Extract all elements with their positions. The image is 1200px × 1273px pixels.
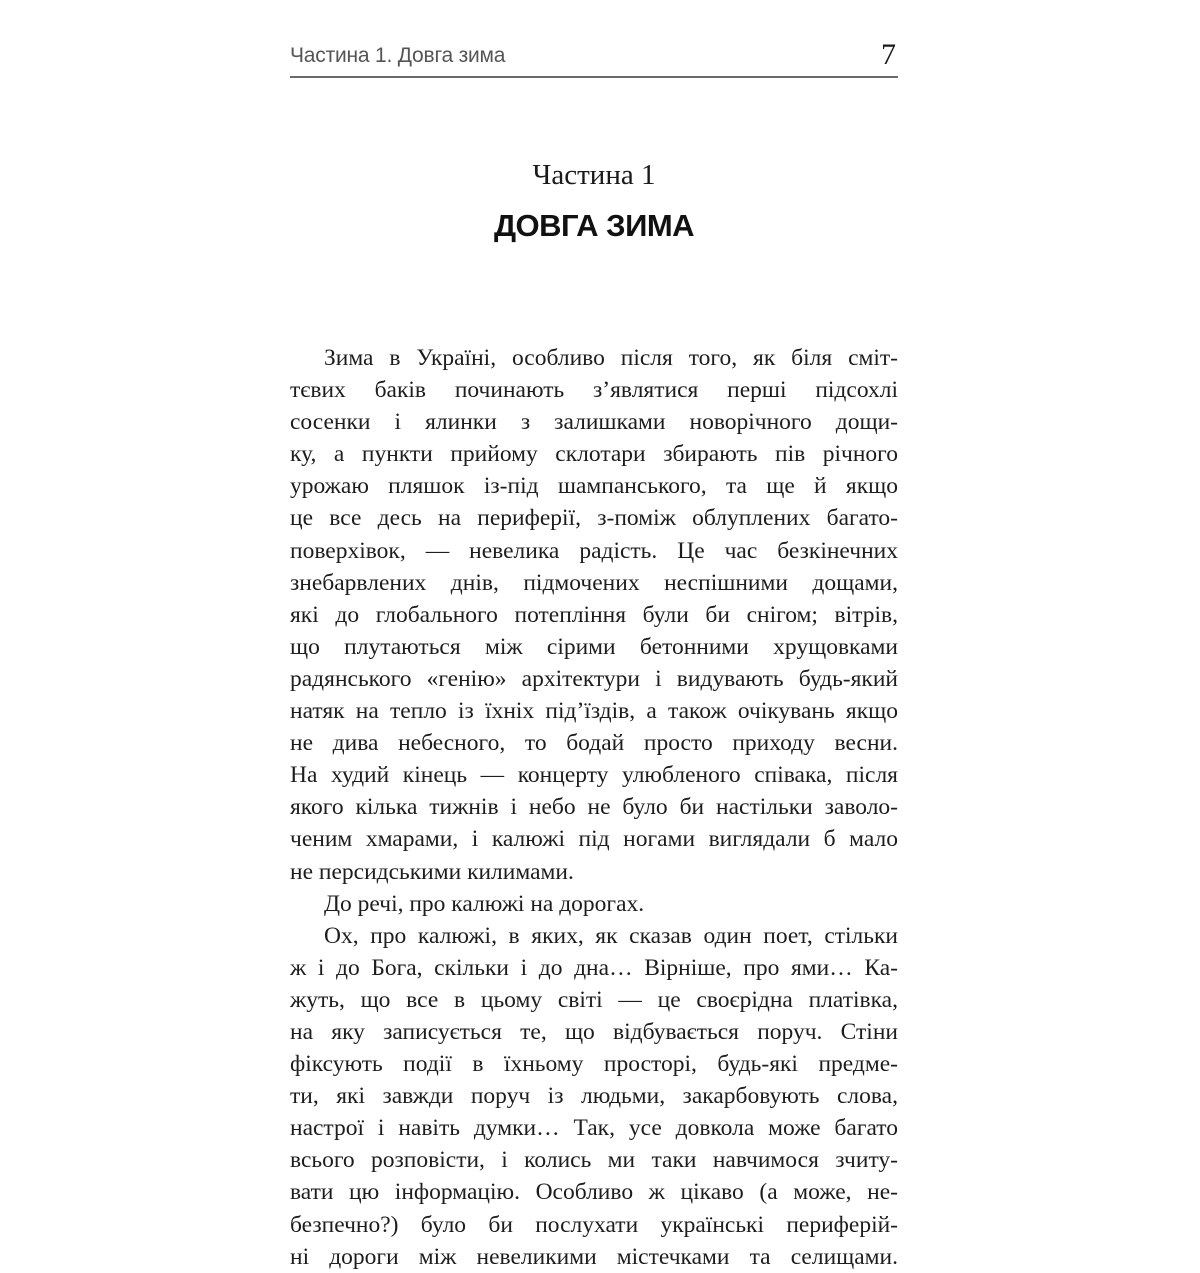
text-line: ти, які завжди поруч із людьми, закарбовують слова, <box>290 1083 898 1110</box>
text-line: ченим хмарами, і калюжі під ногами виглядали б мало <box>290 826 898 853</box>
text-line: якого кілька тижнів і небо не було би настільки заволо- <box>290 794 898 821</box>
text-line: ні дороги між невеликими містечками та селищами. <box>290 1243 898 1270</box>
chapter-title: ДОВГА ЗИМА <box>493 208 695 243</box>
running-header <box>290 38 898 78</box>
text-line: натяк на тепло із їхніх під’їздів, а також очікувань якщо <box>290 698 898 725</box>
text-line: радянського «генію» архітектури і видувають будь-який <box>290 665 898 692</box>
text-line: сосенки і ялинки з залишками новорічного дощи- <box>290 409 898 436</box>
text-line: На худий кінець — концерту улюбленого співака, після <box>290 762 898 789</box>
text-line: це все десь на периферії, з-поміж облуплених багато- <box>290 505 898 532</box>
text-line: ж і до Бога, скільки і до дна… Вірніше, про ями… Ка- <box>290 954 898 981</box>
page-number: 7 <box>881 38 896 71</box>
body-text <box>290 342 898 1273</box>
text-line: ку, а пункти прийому склотари збирають пів річного <box>290 441 898 468</box>
text-line: фіксують події в їхньому просторі, будь-які предме- <box>290 1051 898 1078</box>
text-line: жуть, що все в цьому світі — це своєрідна платівка, <box>290 986 898 1013</box>
text-line: тєвих баків починають з’являтися перші підсохлі <box>290 377 898 404</box>
text-line: безпечно?) було би послухати українські периферій- <box>290 1211 898 1238</box>
text-line: знебарвлених днів, підмочених неспішними дощами, <box>290 569 898 596</box>
text-line: урожаю пляшок із-під шампанського, та ще й якщо <box>290 473 898 500</box>
text-line: які до глобального потепління були би снігом; вітрів, <box>290 601 898 628</box>
text-line: всього розповісти, і колись ми таки навчимося зчиту- <box>290 1147 898 1174</box>
text-line: не персидськими килимами. <box>290 858 574 885</box>
text-line: що плутаються між сірими бетонними хрущовками <box>290 633 898 660</box>
text-line: До речі, про калюжі на дорогах. <box>324 890 645 917</box>
text-line: Зима в Україні, особливо після того, як біля сміт- <box>324 345 898 371</box>
running-title: Частина 1. Довга зима <box>290 44 506 67</box>
text-line: поверхівок, — невелика радість. Це час безкінечних <box>290 537 898 564</box>
text-line: настрої і навіть думки… Так, усе довкола може багато <box>290 1115 898 1142</box>
part-label: Частина 1 <box>532 159 656 191</box>
book-page <box>290 38 898 1270</box>
text-line: вати цю інформацію. Особливо ж цікаво (а може, не- <box>290 1179 898 1206</box>
text-line: не дива небесного, то бодай просто приходу весни. <box>290 730 898 757</box>
text-line: на яку записується те, що відбувається поруч. Стіни <box>290 1018 898 1045</box>
text-line: Ох, про калюжі, в яких, як сказав один поет, стільки <box>324 922 898 949</box>
